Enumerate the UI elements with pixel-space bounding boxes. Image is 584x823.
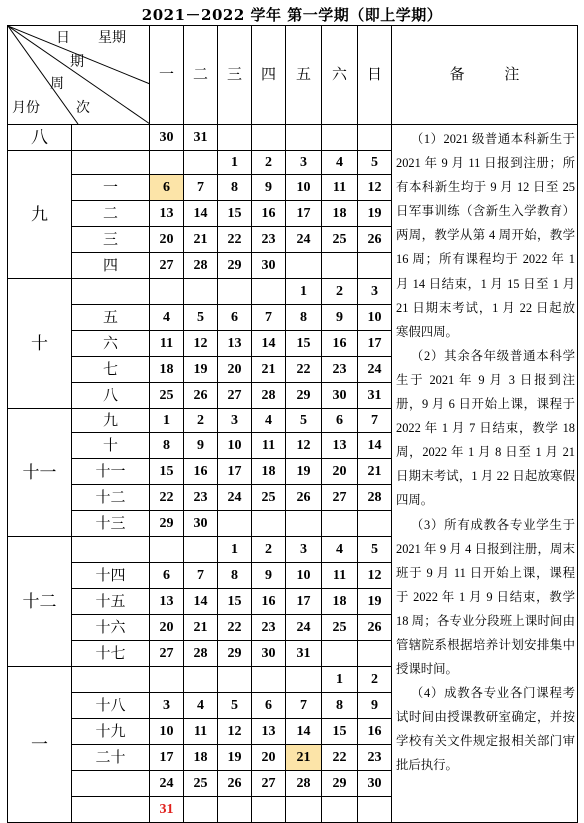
- date-cell: 4: [184, 693, 218, 719]
- date-cell: 29: [218, 253, 252, 279]
- date-cell: 26: [184, 383, 218, 409]
- date-cell: 3: [286, 151, 322, 175]
- date-cell: 5: [358, 537, 392, 563]
- date-cell: 19: [358, 201, 392, 227]
- date-cell: 4: [322, 151, 358, 175]
- date-cell: 8: [218, 175, 252, 201]
- date-cell: 21: [184, 615, 218, 641]
- date-cell: 10: [150, 719, 184, 745]
- date-cell: [358, 797, 392, 823]
- date-cell: [184, 151, 218, 175]
- date-cell: 13: [150, 589, 184, 615]
- date-cell: 28: [358, 485, 392, 511]
- date-cell: 9: [322, 305, 358, 331]
- date-cell: 17: [286, 589, 322, 615]
- date-cell: 2: [184, 409, 218, 433]
- date-cell: [252, 279, 286, 305]
- week-number-cell: 五: [72, 305, 150, 331]
- date-cell: 1: [150, 409, 184, 433]
- date-cell: [218, 125, 252, 151]
- red-date-cell: 31: [150, 797, 184, 823]
- date-cell: 30: [252, 641, 286, 667]
- week-number-cell: 七: [72, 357, 150, 383]
- date-cell: 20: [150, 615, 184, 641]
- date-cell: 27: [150, 641, 184, 667]
- month-november: 十一: [8, 409, 72, 537]
- date-cell: 8: [150, 433, 184, 459]
- week-number-cell: 十四: [72, 563, 150, 589]
- date-cell: 29: [322, 771, 358, 797]
- date-cell: 18: [184, 745, 218, 771]
- date-cell: 24: [218, 485, 252, 511]
- date-cell: [184, 279, 218, 305]
- week-number-cell: 十二: [72, 485, 150, 511]
- date-cell: 8: [322, 693, 358, 719]
- date-cell: 2: [252, 151, 286, 175]
- weekday-header-4: 四: [252, 26, 286, 125]
- date-cell: 11: [322, 563, 358, 589]
- date-cell: [358, 125, 392, 151]
- date-cell: 7: [184, 563, 218, 589]
- date-cell: 27: [252, 771, 286, 797]
- date-cell: 2: [252, 537, 286, 563]
- date-cell: [286, 797, 322, 823]
- date-cell: 18: [252, 459, 286, 485]
- date-cell: [286, 125, 322, 151]
- date-cell: 18: [322, 589, 358, 615]
- week-number-cell: [72, 771, 150, 797]
- weekday-header-6: 六: [322, 26, 358, 125]
- notes-cell: [392, 125, 578, 823]
- date-cell: 24: [358, 357, 392, 383]
- date-cell: 22: [218, 227, 252, 253]
- highlighted-date-cell: 21: [286, 745, 322, 771]
- date-cell: 26: [358, 615, 392, 641]
- date-cell: 31: [286, 641, 322, 667]
- date-cell: [218, 667, 252, 693]
- date-cell: 20: [150, 227, 184, 253]
- date-cell: 23: [358, 745, 392, 771]
- week-number-cell: 十九: [72, 719, 150, 745]
- date-cell: 28: [184, 253, 218, 279]
- week-number-cell: 十三: [72, 511, 150, 537]
- date-cell: 9: [184, 433, 218, 459]
- date-cell: 8: [286, 305, 322, 331]
- table-row: [8, 125, 578, 151]
- note-paragraph-1: （1）2021 级普通本科新生于 2021 年 9 月 11 日报到注册；所有本科新生均于 9 月 12 日至 25 日军事训练（含新生入学教育）两周，教学从第 4 周开始，教学 16 周；所有课程均于 2022 年 1 月 14 日结束，1 月 15 日至 1 月 21 日期末考试，1 月 22 日起放寒假四周。: [396, 132, 575, 339]
- week-number-cell: 一: [72, 175, 150, 201]
- week-number-cell: 六: [72, 331, 150, 357]
- week-number-cell: 十六: [72, 615, 150, 641]
- date-cell: 13: [150, 201, 184, 227]
- highlighted-date-cell: 6: [150, 175, 184, 201]
- date-cell: 1: [218, 151, 252, 175]
- date-cell: 13: [322, 433, 358, 459]
- date-cell: 6: [150, 563, 184, 589]
- date-cell: 5: [358, 151, 392, 175]
- date-cell: 25: [150, 383, 184, 409]
- date-cell: 24: [150, 771, 184, 797]
- date-cell: 5: [218, 693, 252, 719]
- date-cell: 22: [150, 485, 184, 511]
- date-cell: 22: [286, 357, 322, 383]
- date-cell: [322, 125, 358, 151]
- header-corner-cell: [8, 26, 150, 125]
- date-cell: [322, 253, 358, 279]
- date-cell: 14: [184, 201, 218, 227]
- week-number-cell: [72, 537, 150, 563]
- date-cell: [322, 511, 358, 537]
- weekday-header-3: 三: [218, 26, 252, 125]
- date-cell: 7: [286, 693, 322, 719]
- date-cell: 3: [358, 279, 392, 305]
- date-cell: 4: [252, 409, 286, 433]
- week-number-cell: [72, 797, 150, 823]
- date-cell: 19: [286, 459, 322, 485]
- date-cell: 15: [150, 459, 184, 485]
- note-paragraph-4: （4）成教各专业各门课程考试时间由授课教研室确定，并按学校有关文件规定报相关部门审批后执行。: [396, 686, 575, 773]
- date-cell: 4: [150, 305, 184, 331]
- date-cell: 16: [184, 459, 218, 485]
- date-cell: 8: [218, 563, 252, 589]
- date-cell: 9: [358, 693, 392, 719]
- date-cell: 21: [252, 357, 286, 383]
- date-cell: 21: [358, 459, 392, 485]
- month-december: 十二: [8, 537, 72, 667]
- date-cell: 18: [150, 357, 184, 383]
- date-cell: [218, 279, 252, 305]
- note-paragraph-2: （2）其余各年级普通本科学生于 2021 年 9 月 3 日报到注册，9 月 6 日开始上课，课程于 2022 年 1 月 7 日结束，教学 18 周，2022 年 1 月 8 日至 1 月 21 日期末考试，1 月 22 日起放寒假四周。: [396, 348, 575, 508]
- date-cell: [150, 537, 184, 563]
- date-cell: 1: [286, 279, 322, 305]
- week-number-cell: 四: [72, 253, 150, 279]
- date-cell: 17: [218, 459, 252, 485]
- date-cell: 31: [184, 125, 218, 151]
- weekday-header-5: 五: [286, 26, 322, 125]
- weekday-header-1: 一: [150, 26, 184, 125]
- week-number-cell: 二: [72, 201, 150, 227]
- date-cell: 12: [358, 563, 392, 589]
- date-cell: [184, 537, 218, 563]
- corner-label-period: 期: [70, 55, 84, 70]
- date-cell: 22: [218, 615, 252, 641]
- date-cell: [322, 797, 358, 823]
- date-cell: 21: [184, 227, 218, 253]
- date-cell: 15: [218, 589, 252, 615]
- date-cell: 5: [184, 305, 218, 331]
- date-cell: 14: [252, 331, 286, 357]
- week-number-cell: [72, 125, 150, 151]
- page-title: 2021－2022 学年 第一学期（即上学期）: [141, 6, 443, 24]
- date-cell: 25: [322, 227, 358, 253]
- date-cell: 10: [286, 563, 322, 589]
- date-cell: 15: [286, 331, 322, 357]
- corner-label-day: 日: [56, 31, 70, 46]
- date-cell: 10: [358, 305, 392, 331]
- date-cell: 7: [184, 175, 218, 201]
- date-cell: [322, 641, 358, 667]
- note-paragraph-3: （3）所有成教各专业学生于 2021 年 9 月 4 日报到注册，周末班于 9 月 11 日开始上课，课程于 2022 年 1 月 9 日结束，教学 18 周；各专业分段班上课时间由管辖院系根据培养计划安排集中授课时间。: [396, 517, 575, 677]
- date-cell: 18: [322, 201, 358, 227]
- corner-label-ci: 次: [76, 101, 90, 116]
- date-cell: 10: [218, 433, 252, 459]
- date-cell: [218, 797, 252, 823]
- week-number-cell: [72, 279, 150, 305]
- week-number-cell: [72, 151, 150, 175]
- date-cell: 19: [358, 589, 392, 615]
- date-cell: 12: [184, 331, 218, 357]
- date-cell: 20: [252, 745, 286, 771]
- date-cell: [286, 253, 322, 279]
- date-cell: 16: [252, 589, 286, 615]
- date-cell: 20: [218, 357, 252, 383]
- date-cell: 2: [322, 279, 358, 305]
- date-cell: 13: [252, 719, 286, 745]
- date-cell: 29: [286, 383, 322, 409]
- week-number-cell: 八: [72, 383, 150, 409]
- week-number-cell: 十: [72, 433, 150, 459]
- date-cell: 30: [150, 125, 184, 151]
- date-cell: 29: [218, 641, 252, 667]
- date-cell: 26: [358, 227, 392, 253]
- date-cell: 20: [322, 459, 358, 485]
- date-cell: 4: [322, 537, 358, 563]
- date-cell: 6: [322, 409, 358, 433]
- corner-label-zhou: 周: [50, 77, 64, 92]
- week-number-cell: 十七: [72, 641, 150, 667]
- date-cell: 23: [184, 485, 218, 511]
- date-cell: 17: [150, 745, 184, 771]
- week-number-cell: 十一: [72, 459, 150, 485]
- month-august: 八: [8, 125, 72, 151]
- date-cell: 12: [286, 433, 322, 459]
- date-cell: 28: [286, 771, 322, 797]
- date-cell: [286, 667, 322, 693]
- date-cell: [252, 667, 286, 693]
- date-cell: 12: [358, 175, 392, 201]
- date-cell: 14: [184, 589, 218, 615]
- week-number-cell: 十八: [72, 693, 150, 719]
- notes-header: 备 注: [392, 26, 578, 125]
- date-cell: 23: [322, 357, 358, 383]
- date-cell: 28: [184, 641, 218, 667]
- month-october: 十: [8, 279, 72, 409]
- date-cell: 1: [322, 667, 358, 693]
- date-cell: 26: [286, 485, 322, 511]
- date-cell: 12: [218, 719, 252, 745]
- date-cell: [358, 253, 392, 279]
- date-cell: [358, 641, 392, 667]
- week-number-cell: 十五: [72, 589, 150, 615]
- date-cell: 25: [252, 485, 286, 511]
- week-number-cell: 二十: [72, 745, 150, 771]
- date-cell: 15: [218, 201, 252, 227]
- date-cell: 14: [358, 433, 392, 459]
- date-cell: [184, 797, 218, 823]
- corner-label-weekday: 星期: [98, 31, 126, 46]
- date-cell: 11: [252, 433, 286, 459]
- date-cell: 5: [286, 409, 322, 433]
- date-cell: 24: [286, 227, 322, 253]
- date-cell: 6: [252, 693, 286, 719]
- date-cell: 7: [252, 305, 286, 331]
- corner-label-month: 月份: [12, 101, 40, 116]
- date-cell: 29: [150, 511, 184, 537]
- date-cell: 30: [184, 511, 218, 537]
- month-january: 一: [8, 667, 72, 823]
- date-cell: 26: [218, 771, 252, 797]
- date-cell: [358, 511, 392, 537]
- date-cell: 25: [184, 771, 218, 797]
- date-cell: 14: [286, 719, 322, 745]
- week-number-cell: [72, 667, 150, 693]
- date-cell: 6: [218, 305, 252, 331]
- date-cell: 13: [218, 331, 252, 357]
- date-cell: [150, 667, 184, 693]
- week-number-cell: 三: [72, 227, 150, 253]
- date-cell: 9: [252, 563, 286, 589]
- date-cell: [150, 151, 184, 175]
- date-cell: 19: [184, 357, 218, 383]
- date-cell: 31: [358, 383, 392, 409]
- date-cell: [252, 797, 286, 823]
- date-cell: 10: [286, 175, 322, 201]
- date-cell: 11: [322, 175, 358, 201]
- date-cell: [252, 511, 286, 537]
- date-cell: 28: [252, 383, 286, 409]
- date-cell: 3: [286, 537, 322, 563]
- date-cell: 17: [286, 201, 322, 227]
- date-cell: 27: [150, 253, 184, 279]
- date-cell: 16: [358, 719, 392, 745]
- weekday-header-7: 日: [358, 26, 392, 125]
- date-cell: [150, 279, 184, 305]
- date-cell: 16: [322, 331, 358, 357]
- date-cell: 17: [358, 331, 392, 357]
- date-cell: 30: [252, 253, 286, 279]
- date-cell: [286, 511, 322, 537]
- date-cell: 30: [322, 383, 358, 409]
- date-cell: 23: [252, 615, 286, 641]
- date-cell: 9: [252, 175, 286, 201]
- date-cell: 19: [218, 745, 252, 771]
- month-september: 九: [8, 151, 72, 279]
- date-cell: 3: [218, 409, 252, 433]
- date-cell: 24: [286, 615, 322, 641]
- date-cell: 3: [150, 693, 184, 719]
- date-cell: 25: [322, 615, 358, 641]
- date-cell: 27: [322, 485, 358, 511]
- date-cell: 11: [150, 331, 184, 357]
- date-cell: 7: [358, 409, 392, 433]
- date-cell: 11: [184, 719, 218, 745]
- date-cell: 1: [218, 537, 252, 563]
- date-cell: [184, 667, 218, 693]
- date-cell: 2: [358, 667, 392, 693]
- date-cell: 15: [322, 719, 358, 745]
- date-cell: 27: [218, 383, 252, 409]
- weekday-header-2: 二: [184, 26, 218, 125]
- date-cell: 16: [252, 201, 286, 227]
- calendar-table: [7, 25, 578, 823]
- week-number-cell: 九: [72, 409, 150, 433]
- date-cell: 23: [252, 227, 286, 253]
- date-cell: 30: [358, 771, 392, 797]
- date-cell: [218, 511, 252, 537]
- date-cell: [252, 125, 286, 151]
- date-cell: 22: [322, 745, 358, 771]
